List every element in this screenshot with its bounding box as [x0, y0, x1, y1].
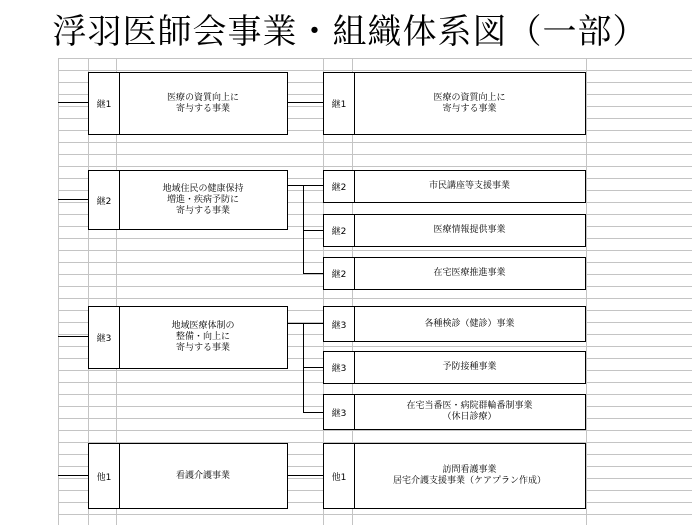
right-box-label: 医療の資質向上に 寄与する事業 — [433, 92, 506, 114]
left-box-2 — [88, 170, 288, 230]
connector-line — [288, 102, 323, 103]
connector-line — [303, 412, 323, 413]
right-box-code: 継2 — [324, 171, 355, 202]
right-box-8 — [323, 443, 586, 509]
connector-line — [303, 323, 304, 413]
left-box-code: 他1 — [89, 444, 120, 508]
right-box-4 — [323, 257, 586, 290]
connector-line — [58, 336, 88, 337]
connector-line — [58, 475, 88, 476]
right-box-code: 継2 — [324, 215, 355, 246]
right-box-code: 継3 — [324, 395, 355, 429]
connector-line — [288, 475, 323, 476]
grid-column-line — [586, 58, 587, 525]
right-box-6 — [323, 351, 586, 384]
connector-line — [303, 230, 323, 231]
right-box-label: 予防接種事業 — [442, 362, 497, 372]
right-box-2 — [323, 170, 586, 203]
right-box-label: 市民講座等支援事業 — [428, 181, 510, 191]
right-box-label: 各種検診（健診）事業 — [424, 318, 515, 329]
right-box-label: 在宅医療推進事業 — [433, 268, 506, 278]
right-box-code: 継3 — [324, 352, 355, 383]
left-box-4 — [88, 443, 288, 509]
connector-line — [288, 323, 323, 324]
right-box-label: 訪問看護事業 居宅介護支援事業（ケアプラン作成） — [392, 465, 546, 486]
left-box-code: 継3 — [89, 307, 120, 368]
connector-line — [303, 273, 323, 274]
connector-line — [303, 367, 323, 368]
left-box-code: 継2 — [89, 171, 120, 229]
connector-line — [58, 199, 88, 200]
left-box-1 — [88, 72, 288, 135]
page-title: 浮羽医師会事業・組織体系図（一部） — [52, 12, 648, 52]
connector-line — [58, 102, 88, 103]
right-box-label: 在宅当番医・病院群輪番制事業 （休日診療） — [406, 401, 533, 422]
connector-line — [288, 185, 323, 186]
left-box-label: 地域住民の健康保持 増進・疾病予防に 寄与する事業 — [162, 183, 244, 216]
right-box-5 — [323, 306, 586, 342]
right-box-1 — [323, 72, 586, 135]
right-box-7 — [323, 394, 586, 430]
left-box-label: 看護介護事業 — [175, 470, 230, 481]
right-box-label: 医療情報提供事業 — [433, 225, 506, 235]
right-box-code: 継1 — [324, 73, 355, 134]
right-box-code: 継2 — [324, 258, 355, 289]
right-box-code: 他1 — [324, 444, 355, 508]
left-box-label: 医療の資質向上に 寄与する事業 — [166, 92, 239, 114]
left-box-code: 継1 — [89, 73, 120, 134]
left-box-3 — [88, 306, 288, 369]
right-box-3 — [323, 214, 586, 247]
right-box-code: 継3 — [324, 307, 355, 341]
left-box-label: 地域医療体制の 整備・向上に 寄与する事業 — [171, 321, 235, 353]
